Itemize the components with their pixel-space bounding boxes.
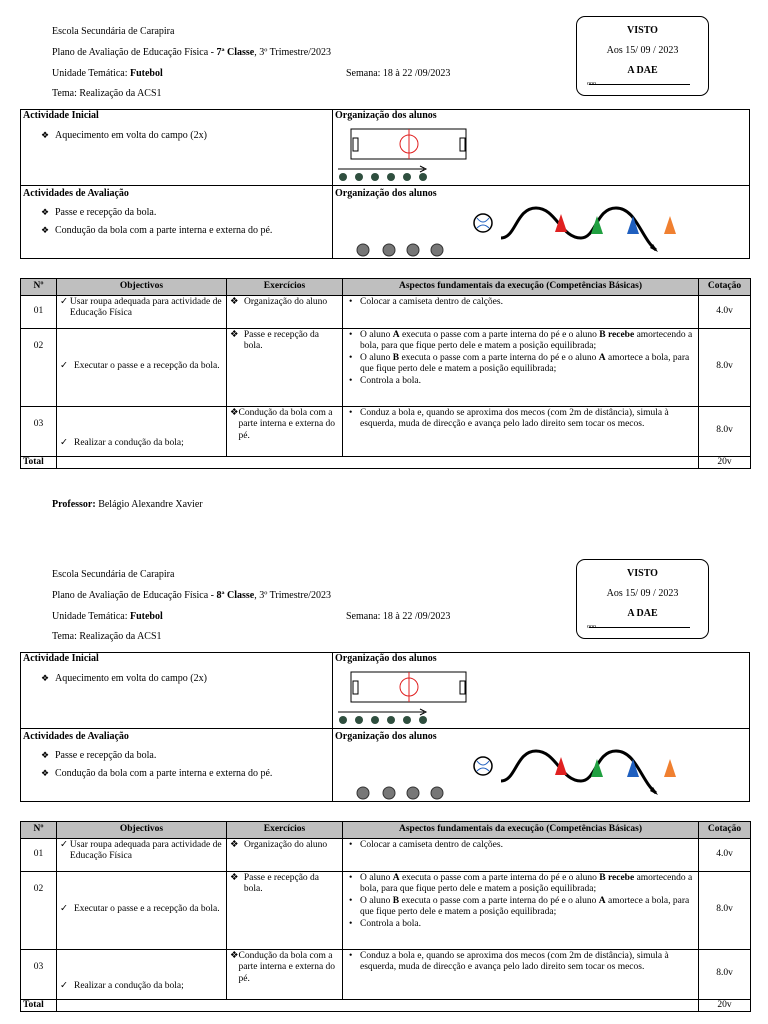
school-name: Escola Secundária de Carapira xyxy=(52,26,175,37)
total-value: 20v xyxy=(699,456,751,469)
diamond-bullet-icon: ❖ xyxy=(230,296,239,307)
organization-title: Organização dos alunos xyxy=(335,731,437,742)
check-icon: ✓ xyxy=(60,839,68,850)
visto-org: A DAE xyxy=(627,608,658,619)
diamond-bullet-icon: ❖ xyxy=(230,839,239,850)
table-row xyxy=(21,838,751,871)
check-icon: ✓ xyxy=(60,438,68,448)
row-number: 02 xyxy=(21,328,57,406)
table-row xyxy=(21,871,751,949)
initial-activity-item: ❖ Aquecimento em volta do campo (2x) xyxy=(41,130,207,141)
goal-left xyxy=(353,138,358,151)
student-dot xyxy=(339,716,347,724)
row-cotacao: 8.0v xyxy=(699,871,751,949)
table-header-row xyxy=(21,279,751,296)
visto-stamp-box xyxy=(576,16,709,96)
visto-tiny-text: ooo xyxy=(587,624,596,630)
table-row xyxy=(21,949,751,999)
visto-tiny-text: ooo xyxy=(587,81,596,87)
goal-right xyxy=(460,138,465,151)
row-cotacao: 8.0v xyxy=(699,406,751,456)
evaluation-table xyxy=(20,821,751,1012)
student-face-icon xyxy=(407,787,419,799)
theme-line: Tema: Realização da ACS1 xyxy=(52,88,162,99)
divider xyxy=(21,728,749,729)
dribble-diagram xyxy=(351,741,696,801)
row-aspects: • Colocar a camiseta dentro de calções. xyxy=(343,295,699,328)
green-cone-icon xyxy=(591,759,603,777)
diamond-bullet-icon: ❖ xyxy=(230,407,239,418)
initial-activity-title: Actividade Inicial xyxy=(23,653,99,664)
col-header-objectives: Objectivos xyxy=(57,822,227,839)
soccer-ball-icon xyxy=(474,757,492,775)
col-header-aspects: Aspectos fundamentais da execução (Competências Básicas) xyxy=(343,279,699,296)
diamond-bullet-icon: ❖ xyxy=(41,673,50,683)
table-row xyxy=(21,406,751,456)
check-icon: ✓ xyxy=(60,296,68,307)
diamond-bullet-icon: ❖ xyxy=(230,329,239,340)
goal-right xyxy=(460,681,465,694)
signature-line xyxy=(589,84,690,85)
evaluation-item: ❖ Condução da bola com a parte interna e externa do pé. xyxy=(41,768,273,779)
student-face-icon xyxy=(383,787,395,799)
plan-title: Plano de Avaliação de Educação Física - 7ª Classe, 3º Trimestre/2023 xyxy=(52,47,331,58)
visto-org: A DAE xyxy=(627,65,658,76)
row-number: 01 xyxy=(21,295,57,328)
student-face-icon xyxy=(431,787,443,799)
row-exercise: ❖ Passe e recepção da bola. xyxy=(227,871,343,949)
unit-line: Unidade Temática: Futebol xyxy=(52,68,163,79)
field-diagram xyxy=(336,124,486,184)
table-header-row xyxy=(21,822,751,839)
visto-date: Aos 15/ 09 / 2023 xyxy=(606,588,679,599)
soccer-ball-icon xyxy=(474,214,492,232)
evaluation-plan-section-2 xyxy=(0,543,768,1024)
row-objective: ✓ Realizar a condução da bola; xyxy=(57,949,227,999)
row-aspects: • Conduz a bola e, quando se aproxima dos mecos (com 2m de distância), simula à esquerda, muda de direcção e avança pelo lado direito sem tocar os mecos. xyxy=(343,406,699,456)
total-label: Total xyxy=(21,999,57,1012)
visto-date: Aos 15/ 09 / 2023 xyxy=(606,45,679,56)
total-row xyxy=(21,456,751,469)
student-dot xyxy=(387,716,395,724)
organization-title: Organização dos alunos xyxy=(335,110,437,121)
school-name: Escola Secundária de Carapira xyxy=(52,569,175,580)
theme-line: Tema: Realização da ACS1 xyxy=(52,631,162,642)
col-header-objectives: Objectivos xyxy=(57,279,227,296)
row-objective: ✓ Realizar a condução da bola; xyxy=(57,406,227,456)
visto-title: VISTO xyxy=(627,25,658,36)
evaluation-item: ❖ Passe e recepção da bola. xyxy=(41,750,157,761)
total-value: 20v xyxy=(699,999,751,1012)
row-aspects: • Conduz a bola e, quando se aproxima dos mecos (com 2m de distância), simula à esquerda, muda de direcção e avança pelo lado direito sem tocar os mecos. xyxy=(343,949,699,999)
divider xyxy=(21,185,749,186)
total-row xyxy=(21,999,751,1012)
evaluation-table xyxy=(20,278,751,469)
check-icon: ✓ xyxy=(60,904,68,915)
row-number: 03 xyxy=(21,406,57,456)
row-cotacao: 4.0v xyxy=(699,295,751,328)
diamond-bullet-icon: ❖ xyxy=(230,950,239,961)
row-cotacao: 8.0v xyxy=(699,949,751,999)
col-header-exercises: Exercícios xyxy=(227,279,343,296)
student-face-icon xyxy=(357,787,369,799)
student-dot xyxy=(371,716,379,724)
student-dot xyxy=(371,173,379,181)
visto-stamp-box xyxy=(576,559,709,639)
dribble-diagram xyxy=(351,198,696,258)
row-objective: ✓ Usar roupa adequada para actividade de Educação Física xyxy=(57,838,227,871)
diamond-bullet-icon: ❖ xyxy=(41,750,50,760)
evaluation-item: ❖ Condução da bola com a parte interna e externa do pé. xyxy=(41,225,273,236)
col-header-exercises: Exercícios xyxy=(227,822,343,839)
col-header-cotacao: Cotação xyxy=(699,279,751,296)
orange-cone-icon xyxy=(664,216,676,234)
row-exercise: ❖ Passe e recepção da bola. xyxy=(227,328,343,406)
row-exercise: ❖ Organização do aluno xyxy=(227,838,343,871)
row-number: 01 xyxy=(21,838,57,871)
student-dot xyxy=(403,716,411,724)
col-header-aspects: Aspectos fundamentais da execução (Competências Básicas) xyxy=(343,822,699,839)
evaluation-item: ❖ Passe e recepção da bola. xyxy=(41,207,157,218)
student-face-icon xyxy=(431,244,443,256)
table-row xyxy=(21,328,751,406)
row-number: 03 xyxy=(21,949,57,999)
evaluation-activities-title: Actividades de Avaliação xyxy=(23,188,129,199)
row-exercise: ❖ Condução da bola com a parte interna e externa do pé. xyxy=(227,406,343,456)
organization-title: Organização dos alunos xyxy=(335,653,437,664)
green-cone-icon xyxy=(591,216,603,234)
student-dot xyxy=(387,173,395,181)
row-cotacao: 8.0v xyxy=(699,328,751,406)
goal-left xyxy=(353,681,358,694)
evaluation-activities-title: Actividades de Avaliação xyxy=(23,731,129,742)
diamond-bullet-icon: ❖ xyxy=(230,872,239,883)
check-icon: ✓ xyxy=(60,981,68,991)
student-dot xyxy=(355,716,363,724)
row-exercise: ❖ Condução da bola com a parte interna e externa do pé. xyxy=(227,949,343,999)
evaluation-plan-section-1 xyxy=(0,0,768,500)
student-dot xyxy=(403,173,411,181)
student-dot xyxy=(419,716,427,724)
student-face-icon xyxy=(383,244,395,256)
student-face-icon xyxy=(357,244,369,256)
field-diagram xyxy=(336,667,486,727)
row-cotacao: 4.0v xyxy=(699,838,751,871)
divider xyxy=(332,110,333,258)
week-label: Semana: 18 à 22 /09/2023 xyxy=(346,611,451,622)
initial-activity-item: ❖ Aquecimento em volta do campo (2x) xyxy=(41,673,207,684)
unit-line: Unidade Temática: Futebol xyxy=(52,611,163,622)
visto-title: VISTO xyxy=(627,568,658,579)
student-dot xyxy=(339,173,347,181)
diamond-bullet-icon: ❖ xyxy=(41,130,50,140)
row-aspects: • O aluno A executa o passe com a parte interna do pé e o aluno B recebe amortecendo a bola, para que fique perto dele e matem a posição equilibrada; • O aluno B executa o passe com a parte interna do pé e o aluno A amortece a bola, para que fique perto dele e matem a posição equilibrada; • Controla a bola. xyxy=(343,871,699,949)
row-aspects: • O aluno A executa o passe com a parte interna do pé e o aluno B recebe amortecendo a bola, para que fique perto dele e matem a posição equilibrada; • O aluno B executa o passe com a parte interna do pé e o aluno A amortece a bola, para que fique perto dele e matem a posição equilibrada; • Controla a bola. xyxy=(343,328,699,406)
total-label: Total xyxy=(21,456,57,469)
row-number: 02 xyxy=(21,871,57,949)
row-aspects: • Colocar a camiseta dentro de calções. xyxy=(343,838,699,871)
activities-box xyxy=(20,652,750,802)
divider xyxy=(332,653,333,801)
organization-title: Organização dos alunos xyxy=(335,188,437,199)
student-dot xyxy=(355,173,363,181)
week-label: Semana: 18 à 22 /09/2023 xyxy=(346,68,451,79)
row-objective: ✓ Usar roupa adequada para actividade de Educação Física xyxy=(57,295,227,328)
col-header-number: Nº xyxy=(21,279,57,296)
professor-line: Professor: Belágio Alexandre Xavier xyxy=(52,499,203,510)
orange-cone-icon xyxy=(664,759,676,777)
col-header-number: Nº xyxy=(21,822,57,839)
row-exercise: ❖ Organização do aluno xyxy=(227,295,343,328)
plan-title: Plano de Avaliação de Educação Física - 8ª Classe, 3º Trimestre/2023 xyxy=(52,590,331,601)
row-objective: ✓ Executar o passe e a recepção da bola. xyxy=(57,871,227,949)
signature-line xyxy=(589,627,690,628)
diamond-bullet-icon: ❖ xyxy=(41,225,50,235)
student-dot xyxy=(419,173,427,181)
col-header-cotacao: Cotação xyxy=(699,822,751,839)
diamond-bullet-icon: ❖ xyxy=(41,207,50,217)
row-objective: ✓ Executar o passe e a recepção da bola. xyxy=(57,328,227,406)
diamond-bullet-icon: ❖ xyxy=(41,768,50,778)
check-icon: ✓ xyxy=(60,361,68,372)
activities-box xyxy=(20,109,750,259)
initial-activity-title: Actividade Inicial xyxy=(23,110,99,121)
student-face-icon xyxy=(407,244,419,256)
table-row xyxy=(21,295,751,328)
